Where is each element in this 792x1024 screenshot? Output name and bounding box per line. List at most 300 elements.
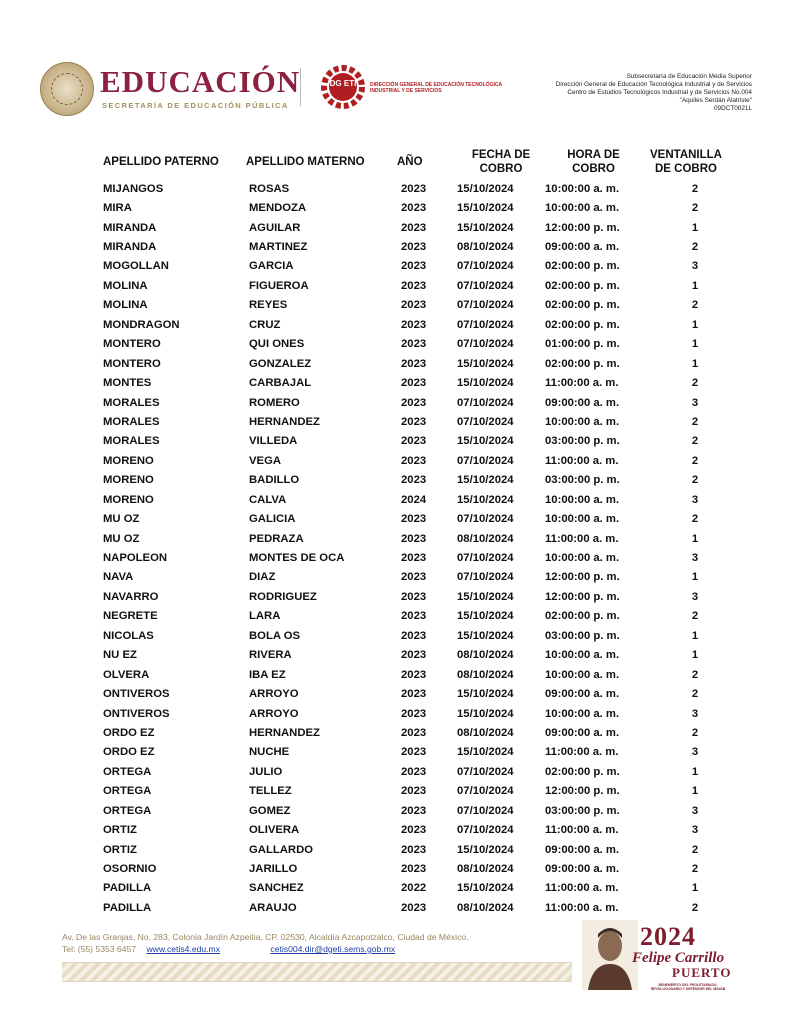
cell-anio: 2023: [401, 552, 427, 565]
cell-apellido-paterno: MU OZ: [103, 513, 140, 526]
institution-block: [482, 73, 752, 113]
cell-apellido-paterno: OSORNIO: [103, 863, 157, 876]
cell-apellido-materno: ARAUJO: [249, 901, 297, 914]
cell-ventanilla: 1: [691, 338, 699, 351]
cell-ventanilla: 3: [691, 552, 699, 565]
table-row: [98, 743, 730, 762]
cell-apellido-paterno: MORENO: [103, 474, 154, 487]
cell-ventanilla: 3: [691, 824, 699, 837]
cell-anio: 2023: [401, 746, 427, 759]
cell-ventanilla: 2: [691, 610, 699, 623]
cell-apellido-materno: GONZALEZ: [249, 357, 312, 370]
cell-fecha: 15/10/2024: [457, 610, 514, 623]
cell-apellido-materno: IBA EZ: [249, 668, 286, 681]
col-ventanilla: VENTANILLA DE COBRO: [650, 149, 722, 175]
cell-hora: 02:00:00 p. m.: [545, 318, 620, 331]
cell-fecha: 15/10/2024: [457, 843, 514, 856]
cell-fecha: 08/10/2024: [457, 532, 514, 545]
cell-apellido-materno: JULIO: [249, 765, 283, 778]
cell-anio: 2023: [401, 357, 427, 370]
table-row: [98, 490, 730, 509]
cell-hora: 09:00:00 a. m.: [545, 726, 620, 739]
cell-hora: 10:00:00 a. m.: [545, 202, 620, 215]
cell-apellido-paterno: PADILLA: [103, 901, 152, 914]
cell-ventanilla: 2: [691, 299, 699, 312]
cell-anio: 2023: [401, 396, 427, 409]
sep-logo-title: EDUCACIÓN: [100, 64, 301, 99]
cell-ventanilla: 1: [691, 882, 699, 895]
cell-fecha: 15/10/2024: [457, 202, 514, 215]
cell-hora: 12:00:00 p. m.: [545, 571, 620, 584]
cell-hora: 09:00:00 a. m.: [545, 241, 620, 254]
table-row: [98, 373, 730, 392]
table-row: [98, 801, 730, 820]
table-row: [98, 315, 730, 334]
cell-apellido-paterno: NAPOLEON: [103, 552, 168, 565]
cell-apellido-materno: AGUILAR: [249, 221, 301, 234]
table-row: [98, 607, 730, 626]
cell-ventanilla: 2: [691, 474, 699, 487]
commemorative-surname: PUERTO: [672, 965, 732, 980]
cell-hora: 03:00:00 p. m.: [545, 474, 620, 487]
cell-anio: 2023: [401, 649, 427, 662]
table-row: [98, 451, 730, 470]
cell-apellido-materno: ROSAS: [249, 182, 290, 195]
cell-hora: 02:00:00 p. m.: [545, 357, 620, 370]
table-row: [98, 276, 730, 295]
cell-apellido-materno: VILLEDA: [249, 435, 298, 448]
cell-apellido-materno: ARROYO: [249, 707, 299, 720]
cell-ventanilla: 1: [691, 221, 699, 234]
cell-anio: 2023: [401, 532, 427, 545]
cell-hora: 11:00:00 a. m.: [545, 532, 619, 545]
cell-anio: 2023: [401, 571, 427, 584]
cell-apellido-paterno: NU EZ: [103, 649, 137, 662]
cell-apellido-paterno: ORTEGA: [103, 804, 152, 817]
cell-apellido-paterno: MONTERO: [103, 357, 161, 370]
cell-fecha: 15/10/2024: [457, 688, 514, 701]
cell-apellido-materno: ROMERO: [249, 396, 300, 409]
table-header-row: [98, 145, 730, 179]
col-fecha-cobro: FECHA DE COBRO: [471, 149, 531, 175]
cell-fecha: 15/10/2024: [457, 377, 514, 390]
cell-apellido-paterno: MIRANDA: [103, 241, 157, 254]
table-body: [98, 179, 730, 918]
table-row: [98, 820, 730, 839]
cell-hora: 11:00:00 a. m.: [545, 746, 619, 759]
cell-fecha: 07/10/2024: [457, 415, 514, 428]
cell-fecha: 07/10/2024: [457, 338, 514, 351]
table-row: [98, 840, 730, 859]
cell-anio: 2023: [401, 260, 427, 273]
cell-apellido-paterno: MORALES: [103, 435, 160, 448]
cell-apellido-materno: JARILLO: [249, 863, 298, 876]
table-row: [98, 646, 730, 665]
cell-fecha: 08/10/2024: [457, 649, 514, 662]
cell-anio: 2023: [401, 726, 427, 739]
cell-apellido-paterno: MOLINA: [103, 299, 148, 312]
document-header: [40, 58, 752, 128]
cell-apellido-materno: HERNANDEZ: [249, 415, 320, 428]
col-anio: AÑO: [397, 156, 423, 168]
cell-apellido-paterno: NICOLAS: [103, 629, 154, 642]
cell-fecha: 15/10/2024: [457, 474, 514, 487]
cell-ventanilla: 2: [691, 377, 699, 390]
cell-apellido-paterno: MORALES: [103, 415, 160, 428]
cell-anio: 2023: [401, 279, 427, 292]
cell-anio: 2023: [401, 804, 427, 817]
cell-apellido-materno: OLIVERA: [249, 824, 300, 837]
cell-apellido-materno: RODRIGUEZ: [249, 590, 317, 603]
commemorative-motto: BENEMÉRITO DEL PROLETARIADO, REVOLUCIONARIO Y DEFENSOR DEL MAYAB: [650, 983, 726, 991]
cell-apellido-paterno: NAVARRO: [103, 590, 159, 603]
cell-apellido-materno: NUCHE: [249, 746, 290, 759]
cell-hora: 12:00:00 p. m.: [545, 221, 620, 234]
cell-hora: 10:00:00 a. m.: [545, 649, 620, 662]
dgeti-badge-text: DG ETI: [329, 79, 357, 88]
cell-ventanilla: 1: [691, 357, 699, 370]
cell-fecha: 15/10/2024: [457, 182, 514, 195]
cell-anio: 2024: [401, 493, 427, 506]
sep-logo-subtitle: SECRETARÍA DE EDUCACIÓN PÚBLICA: [102, 101, 289, 110]
cell-ventanilla: 2: [691, 182, 699, 195]
cell-fecha: 07/10/2024: [457, 318, 514, 331]
cell-hora: 11:00:00 a. m.: [545, 901, 619, 914]
cell-ventanilla: 1: [691, 532, 699, 545]
cell-hora: 09:00:00 a. m.: [545, 843, 620, 856]
cell-fecha: 08/10/2024: [457, 726, 514, 739]
cell-fecha: 08/10/2024: [457, 668, 514, 681]
dgeti-name: DIRECCIÓN GENERAL DE EDUCACIÓN TECNOLÓGICA INDUSTRIAL Y DE SERVICIOS: [370, 82, 502, 94]
cell-hora: 11:00:00 a. m.: [545, 824, 619, 837]
cell-anio: 2023: [401, 202, 427, 215]
cell-anio: 2023: [401, 415, 427, 428]
cell-anio: 2023: [401, 221, 427, 234]
table-row: [98, 665, 730, 684]
cell-ventanilla: 3: [691, 493, 699, 506]
cell-anio: 2023: [401, 668, 427, 681]
cell-anio: 2023: [401, 182, 427, 195]
cell-hora: 10:00:00 a. m.: [545, 513, 620, 526]
cell-hora: 10:00:00 a. m.: [545, 707, 620, 720]
cell-apellido-materno: SANCHEZ: [249, 882, 304, 895]
cell-apellido-paterno: ONTIVEROS: [103, 707, 170, 720]
commemorative-year: 2024: [640, 922, 696, 951]
table-row: [98, 548, 730, 567]
cell-fecha: 07/10/2024: [457, 785, 514, 798]
table-row: [98, 704, 730, 723]
cell-anio: 2023: [401, 610, 427, 623]
cell-fecha: 07/10/2024: [457, 513, 514, 526]
cell-fecha: 07/10/2024: [457, 396, 514, 409]
cell-anio: 2023: [401, 688, 427, 701]
cell-fecha: 07/10/2024: [457, 279, 514, 292]
table-row: [98, 529, 730, 548]
table-row: [98, 237, 730, 256]
cell-apellido-materno: QUI ONES: [249, 338, 305, 351]
table-row: [98, 393, 730, 412]
cell-fecha: 08/10/2024: [457, 901, 514, 914]
table-row: [98, 257, 730, 276]
table-row: [98, 684, 730, 703]
cell-hora: 01:00:00 p. m.: [545, 338, 620, 351]
cell-ventanilla: 2: [691, 513, 699, 526]
cell-ventanilla: 1: [691, 571, 699, 584]
table-row: [98, 354, 730, 373]
cell-hora: 09:00:00 a. m.: [545, 688, 620, 701]
cell-apellido-materno: GALICIA: [249, 513, 296, 526]
cell-apellido-materno: RIVERA: [249, 649, 292, 662]
payment-schedule-table: [98, 145, 730, 918]
table-row: [98, 432, 730, 451]
cell-anio: 2023: [401, 513, 427, 526]
cell-ventanilla: 2: [691, 863, 699, 876]
cell-ventanilla: 2: [691, 454, 699, 467]
cell-anio: 2023: [401, 241, 427, 254]
cell-apellido-materno: MONTES DE OCA: [249, 552, 345, 565]
col-apellido-materno: APELLIDO MATERNO: [246, 156, 365, 168]
cell-hora: 03:00:00 p. m.: [545, 629, 620, 642]
cell-ventanilla: 1: [691, 318, 699, 331]
footer-phone: Tel: (55) 5353 6457: [62, 944, 137, 954]
cell-apellido-materno: LARA: [249, 610, 281, 623]
col-hora-cobro: HORA DE COBRO: [567, 149, 620, 175]
cell-apellido-paterno: MORALES: [103, 396, 160, 409]
cell-ventanilla: 2: [691, 726, 699, 739]
cell-apellido-paterno: MONDRAGON: [103, 318, 180, 331]
table-row: [98, 898, 730, 917]
table-row: [98, 859, 730, 878]
cell-apellido-paterno: MIRA: [103, 202, 132, 215]
cell-ventanilla: 3: [691, 746, 699, 759]
cell-fecha: 07/10/2024: [457, 299, 514, 312]
cell-apellido-paterno: PADILLA: [103, 882, 152, 895]
institution-line: "Aquiles Serdán Alatriste": [679, 97, 752, 104]
cell-apellido-paterno: MONTES: [103, 377, 152, 390]
cell-ventanilla: 2: [691, 688, 699, 701]
cell-ventanilla: 3: [691, 260, 699, 273]
footer-address: Av. De las Granjas, No. 283, Colonia Jardín Azpeitia, CP. 02530, Alcaldía Azcapotzalco, Ciudad de México.: [62, 932, 469, 942]
cell-hora: 10:00:00 a. m.: [545, 668, 620, 681]
cell-anio: 2022: [401, 882, 427, 895]
logo-divider: [300, 68, 301, 106]
cell-hora: 02:00:00 p. m.: [545, 610, 620, 623]
cell-anio: 2023: [401, 590, 427, 603]
cell-ventanilla: 2: [691, 901, 699, 914]
cell-anio: 2023: [401, 843, 427, 856]
cell-anio: 2023: [401, 435, 427, 448]
portrait-icon: [582, 920, 638, 990]
cell-ventanilla: 1: [691, 785, 699, 798]
cell-fecha: 08/10/2024: [457, 241, 514, 254]
cell-fecha: 15/10/2024: [457, 629, 514, 642]
cell-ventanilla: 1: [691, 279, 699, 292]
table-row: [98, 626, 730, 645]
cell-hora: 03:00:00 p. m.: [545, 435, 620, 448]
table-row: [98, 568, 730, 587]
cell-apellido-paterno: ORTIZ: [103, 824, 137, 837]
table-row: [98, 879, 730, 898]
cell-hora: 02:00:00 p. m.: [545, 299, 620, 312]
cell-apellido-materno: PEDRAZA: [249, 532, 304, 545]
cell-fecha: 15/10/2024: [457, 746, 514, 759]
cell-anio: 2023: [401, 863, 427, 876]
cell-hora: 02:00:00 p. m.: [545, 260, 620, 273]
cell-hora: 10:00:00 a. m.: [545, 415, 620, 428]
cell-fecha: 07/10/2024: [457, 454, 514, 467]
cell-apellido-materno: MENDOZA: [249, 202, 307, 215]
cell-anio: 2023: [401, 299, 427, 312]
national-seal-icon: [40, 62, 94, 116]
cell-apellido-materno: REYES: [249, 299, 288, 312]
cell-ventanilla: 1: [691, 629, 699, 642]
cell-hora: 11:00:00 a. m.: [545, 882, 619, 895]
cell-apellido-materno: GALLARDO: [249, 843, 314, 856]
cell-hora: 10:00:00 a. m.: [545, 552, 620, 565]
cell-fecha: 08/10/2024: [457, 863, 514, 876]
cell-fecha: 07/10/2024: [457, 824, 514, 837]
table-row: [98, 723, 730, 742]
table-row: [98, 218, 730, 237]
institution-line: 09DCT0021L: [713, 105, 752, 112]
table-row: [98, 471, 730, 490]
cell-fecha: 15/10/2024: [457, 493, 514, 506]
cell-ventanilla: 3: [691, 707, 699, 720]
cell-apellido-paterno: ORDO EZ: [103, 746, 155, 759]
cell-ventanilla: 2: [691, 843, 699, 856]
cell-apellido-paterno: MIRANDA: [103, 221, 157, 234]
cell-apellido-paterno: OLVERA: [103, 668, 150, 681]
cell-anio: 2023: [401, 629, 427, 642]
cell-ventanilla: 2: [691, 415, 699, 428]
cell-anio: 2023: [401, 377, 427, 390]
cell-apellido-paterno: MONTERO: [103, 338, 161, 351]
cell-fecha: 15/10/2024: [457, 882, 514, 895]
commemorative-name: Felipe Carrillo: [632, 950, 725, 966]
table-row: [98, 296, 730, 315]
cell-hora: 11:00:00 a. m.: [545, 377, 619, 390]
cell-fecha: 07/10/2024: [457, 552, 514, 565]
cell-ventanilla: 3: [691, 804, 699, 817]
cell-apellido-materno: VEGA: [249, 454, 282, 467]
cell-apellido-paterno: ORTIZ: [103, 843, 137, 856]
cell-apellido-materno: TELLEZ: [249, 785, 292, 798]
cell-hora: 12:00:00 p. m.: [545, 590, 620, 603]
institution-line: Dirección General de Educación Tecnológica Industrial y de Servicios: [555, 81, 752, 88]
cell-apellido-materno: CARBAJAL: [249, 377, 312, 390]
table-row: [98, 335, 730, 354]
cell-fecha: 15/10/2024: [457, 221, 514, 234]
cell-ventanilla: 2: [691, 202, 699, 215]
cell-apellido-materno: CALVA: [249, 493, 287, 506]
cell-fecha: 15/10/2024: [457, 435, 514, 448]
table-row: [98, 762, 730, 781]
cell-hora: 10:00:00 a. m.: [545, 182, 620, 195]
cell-apellido-paterno: ORDO EZ: [103, 726, 155, 739]
cell-fecha: 07/10/2024: [457, 804, 514, 817]
footer-decorative-band: [62, 962, 572, 982]
cell-fecha: 07/10/2024: [457, 260, 514, 273]
cell-hora: 12:00:00 p. m.: [545, 785, 620, 798]
cell-apellido-paterno: NEGRETE: [103, 610, 158, 623]
cell-anio: 2023: [401, 474, 427, 487]
cell-anio: 2023: [401, 707, 427, 720]
footer-contact: [62, 944, 395, 954]
cell-apellido-paterno: MU OZ: [103, 532, 140, 545]
cell-anio: 2023: [401, 765, 427, 778]
cell-anio: 2023: [401, 338, 427, 351]
cell-anio: 2023: [401, 785, 427, 798]
cell-anio: 2023: [401, 824, 427, 837]
cell-ventanilla: 2: [691, 435, 699, 448]
cell-apellido-materno: ARROYO: [249, 688, 299, 701]
institution-line: Subsecretaría de Educación Media Superior: [626, 73, 752, 80]
table-row: [98, 412, 730, 431]
footer-email-link[interactable]: cetis004.dir@dgeti.sems.gob.mx: [270, 944, 396, 954]
cell-apellido-paterno: MOLINA: [103, 279, 148, 292]
cell-anio: 2023: [401, 901, 427, 914]
cell-apellido-paterno: ORTEGA: [103, 765, 152, 778]
cell-apellido-paterno: MOGOLLAN: [103, 260, 169, 273]
cell-apellido-paterno: ONTIVEROS: [103, 688, 170, 701]
cell-apellido-materno: DIAZ: [249, 571, 276, 584]
cell-apellido-materno: HERNANDEZ: [249, 726, 320, 739]
cell-apellido-materno: CRUZ: [249, 318, 281, 331]
footer-website-link[interactable]: www.cetis4.edu.mx: [146, 944, 221, 954]
cell-apellido-paterno: MORENO: [103, 493, 154, 506]
cell-hora: 02:00:00 p. m.: [545, 279, 620, 292]
cell-anio: 2023: [401, 318, 427, 331]
cell-hora: 09:00:00 a. m.: [545, 863, 620, 876]
table-row: [98, 509, 730, 528]
cell-fecha: 15/10/2024: [457, 590, 514, 603]
cell-hora: 10:00:00 a. m.: [545, 493, 620, 506]
cell-hora: 09:00:00 a. m.: [545, 396, 620, 409]
cell-ventanilla: 2: [691, 241, 699, 254]
cell-hora: 03:00:00 p. m.: [545, 804, 620, 817]
cell-apellido-materno: MARTINEZ: [249, 241, 308, 254]
cell-ventanilla: 3: [691, 590, 699, 603]
col-apellido-paterno: APELLIDO PATERNO: [103, 156, 219, 168]
dgeti-gear-icon: [320, 64, 366, 110]
cell-apellido-paterno: MORENO: [103, 454, 154, 467]
table-row: [98, 782, 730, 801]
cell-hora: 11:00:00 a. m.: [545, 454, 619, 467]
cell-fecha: 15/10/2024: [457, 357, 514, 370]
institution-line: Centro de Estudios Tecnológicos Industrial y de Servicios No.004: [567, 89, 752, 96]
cell-ventanilla: 1: [691, 649, 699, 662]
cell-fecha: 07/10/2024: [457, 765, 514, 778]
cell-apellido-paterno: ORTEGA: [103, 785, 152, 798]
cell-apellido-paterno: MIJANGOS: [103, 182, 164, 195]
cell-apellido-materno: FIGUEROA: [249, 279, 309, 292]
cell-apellido-materno: BADILLO: [249, 474, 300, 487]
cell-apellido-materno: BOLA OS: [249, 629, 301, 642]
cell-fecha: 15/10/2024: [457, 707, 514, 720]
cell-ventanilla: 2: [691, 668, 699, 681]
cell-hora: 02:00:00 p. m.: [545, 765, 620, 778]
cell-anio: 2023: [401, 454, 427, 467]
table-row: [98, 587, 730, 606]
cell-apellido-paterno: NAVA: [103, 571, 134, 584]
cell-ventanilla: 1: [691, 765, 699, 778]
table-row: [98, 198, 730, 217]
cell-fecha: 07/10/2024: [457, 571, 514, 584]
cell-apellido-materno: GARCIA: [249, 260, 294, 273]
cell-ventanilla: 3: [691, 396, 699, 409]
table-row: [98, 179, 730, 198]
cell-apellido-materno: GOMEZ: [249, 804, 291, 817]
